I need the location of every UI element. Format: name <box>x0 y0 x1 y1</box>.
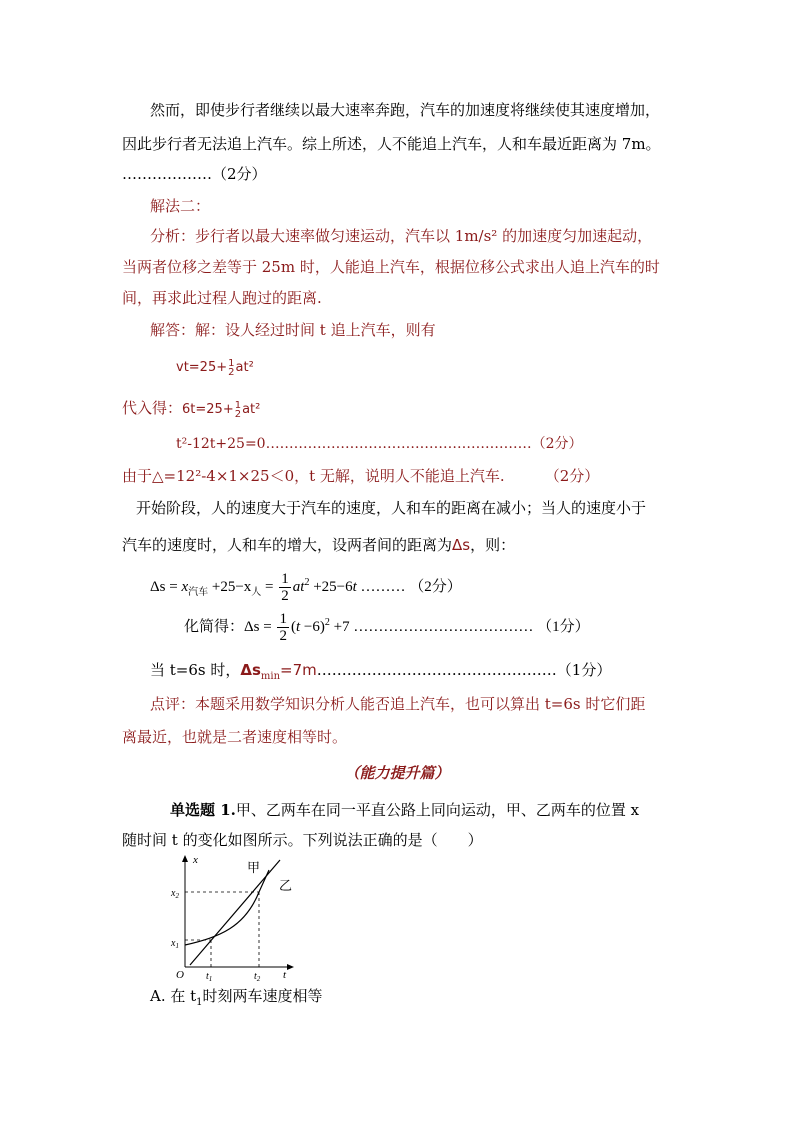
score-line: ………………（2分） <box>122 165 267 183</box>
text-line: 因此步行者无法追上汽车。综上所述，人不能追上汽车，人和车最近距离为 7m。 <box>122 135 661 153</box>
text-line: 开始阶段，人的速度大于汽车的速度，人和车的距离在减小；当人的速度小于 <box>136 499 647 517</box>
equation-1: vt=25+ 1 2 at² <box>176 357 254 378</box>
equation-3: t²-12t+25=0…………………………………………………（2分） <box>176 436 583 452</box>
analysis-line: 间，再求此过程人跑过的距离. <box>122 289 322 307</box>
option-a: A. 在 $t_1$时刻两车速度相等 <box>150 987 323 1008</box>
axis-y-label: x <box>193 854 198 866</box>
question-line: 单选题 1.甲、乙两车在同一平直公路上同向运动，甲、乙两车的位置 x <box>170 801 640 819</box>
solution-heading: 解法二： <box>150 197 211 215</box>
curve-yi <box>185 870 269 945</box>
answer-line: 解答：解：设人经过时间 t 追上汽车，则有 <box>150 321 436 339</box>
math-equation-1: $\Delta s = x_{汽车} +25-x_人$ = $\frac{1}{2}$ $at^2 +25-6t$ ……… （2分） <box>150 571 462 605</box>
jia-label: 甲 <box>247 860 261 875</box>
analysis-line: 分析：步行者以最大速率做匀速运动，汽车以 1m/s² 的加速度匀加速起动， <box>150 227 653 245</box>
analysis-line: 当两者位移之差等于 25m 时，人能追上汽车，根据位移公式求出人追上汽车的时 <box>122 258 660 276</box>
minimum-line: 当 t=6s 时，$\Delta s_{min}=7m\dots\dots\dots\dots\dots\dots\dots\dots\dots\dots\dots\dots\dots\dots\dots\dots(1$分） <box>150 661 612 682</box>
section-title: （能力提升篇） <box>344 764 450 782</box>
yi-label: 乙 <box>279 878 293 893</box>
y-axis-arrow <box>182 855 188 862</box>
position-time-graph <box>165 852 305 982</box>
fraction: 1 2 <box>234 399 242 420</box>
text-line: 汽车的速度时，人和车的增大，设两者间的距离为Δs，则： <box>122 536 516 554</box>
origin-label: O <box>176 969 184 981</box>
axis-x-label: t <box>283 969 287 981</box>
question-line: 随时间 t 的变化如图所示。下列说法正确的是（ ） <box>122 831 483 849</box>
t1-label: $t_1$ <box>206 971 213 982</box>
x2-label: $x_2$ <box>171 888 179 900</box>
math-equation-2: 化简得：Δs = $\frac{1}{2}$ $(t -6)^2 +7$ ……………………………… （1分） <box>184 611 590 645</box>
text-line: 然而，即使步行者继续以最大速率奔跑，汽车的加速度将继续使其速度增加， <box>150 101 661 119</box>
equation-4: 由于△=12²-4×1×25＜0，t 无解，说明人不能追上汽车. （2分） <box>122 467 600 485</box>
x1-label: $x_1$ <box>171 938 179 950</box>
t2-label: $t_2$ <box>254 971 261 982</box>
x-axis-arrow <box>287 964 294 970</box>
comment-line: 离最近，也就是二者速度相等时。 <box>122 728 348 746</box>
fraction: 1 2 <box>228 357 235 378</box>
equation-2: 代入得：6t=25+ 1 2 at² <box>122 399 261 420</box>
comment-line: 点评：本题采用数学知识分析人能否追上汽车，也可以算出 t=6s 时它们距 <box>150 695 646 713</box>
